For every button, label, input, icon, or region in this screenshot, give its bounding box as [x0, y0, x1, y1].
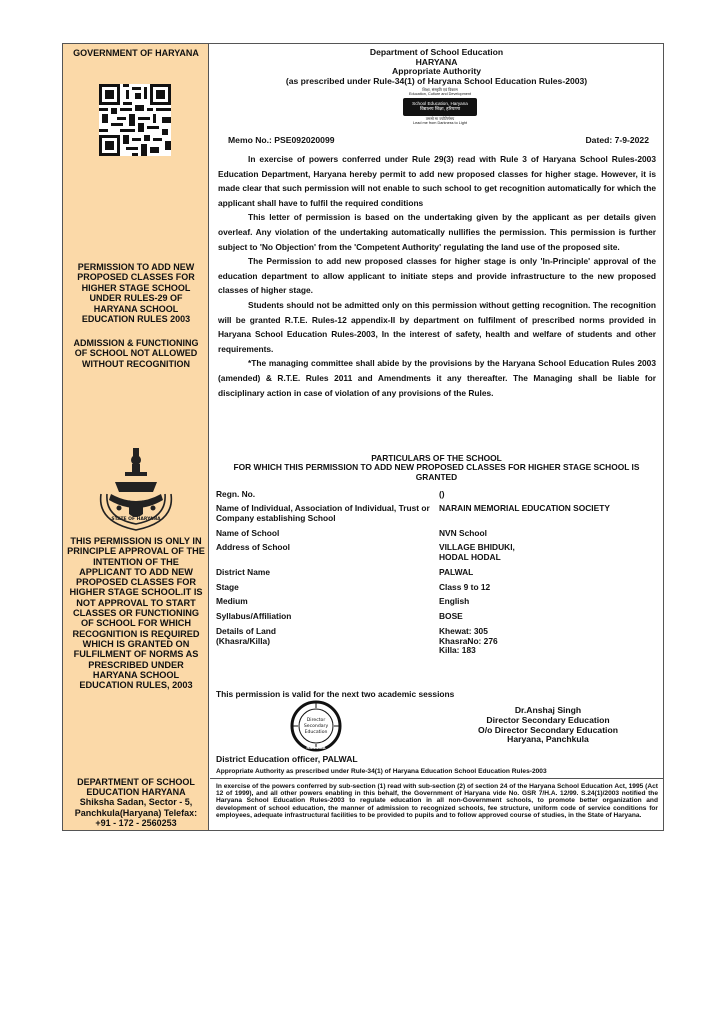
logo-bottom-hindi: तमसो मा ज्योतिर्गमय	[425, 116, 455, 121]
paragraph: In exercise of powers conferred under Rule 29(3) read with Rule 3 of Haryana School Rules-2003 Education Department, Haryana hereby permit to add new proposed classes for higher stage. However, it is made clear that such permission will not enable to such school to get recognition automatically for which the applicant shall have to fulfil the required conditions	[218, 154, 656, 208]
validity-note: This permission is valid for the next two academic sessions	[216, 689, 455, 699]
row-label: Syllabus/Affiliation	[216, 611, 292, 621]
logo-top-hindi: शिक्षा, संस्कृति एवं विकास	[422, 88, 458, 92]
sidebar-government: GOVERNMENT OF HARYANA	[73, 48, 199, 58]
authority-note: Appropriate Authority as prescribed under Rule-34(1) of Haryana Education School Education Rules-2003	[216, 768, 547, 775]
signatory-name: Dr.Anshaj Singh	[514, 705, 582, 715]
paragraph: The Permission to add new proposed classes for higher stage is only 'In-Principle' approval of the education department to allow applicant to initiate steps and provide infrastructure to the new proposed classes of higher stage.	[218, 256, 656, 296]
sidebar-permission-title: PERMISSION TO ADD NEW PROPOSED CLASSES FOR HIGHER STAGE SCHOOL UNDER RULES-29 OF HARYANA SCHOOL EDUCATION RULES 2003	[77, 262, 195, 325]
stamp-line1: Director	[306, 718, 326, 723]
sidebar-department	[67, 777, 205, 828]
sidebar-principle-note: THIS PERMISSION IS ONLY IN PRINCIPLE APPROVAL OF THE INTENTION OF THE APPLICANT TO ADD NEW PROPOSED CLASSES FOR HIGHER STAGE SCHOOL.IT IS NOT APPROVAL TO START CLASSES OR FUNCTIONING OF SCHOOL FOR WHICH RECOGNITION IS REQUIRED WHICH IS GRANTED ON FULFILMENT OF NORMS AS PRESCRIBED UNDER HARYANA SCHOOL EDUCATION RULES, 2003	[67, 536, 205, 691]
certificate-sheet	[62, 43, 664, 831]
department-logo	[380, 88, 500, 126]
main-content	[210, 44, 663, 830]
seal-text: STATE OF HARYANA	[111, 517, 161, 522]
row-label: Details of Land (Khasra/Killa)	[216, 626, 277, 646]
body-paragraphs	[218, 152, 656, 400]
paragraph: *The managing committee shall abide by the provisions by the Haryana School Education Rules 2003 (amended) & R.T.E. Rules 2011 and Amendments it any thereafter. The Managing shall be liable for disciplinary action in case of violation of any provisions of the Rules.	[218, 358, 656, 398]
memo-date: Dated: 7-9-2022	[585, 135, 649, 145]
logo-bottom-english: Lead me from Darkness to Light	[412, 121, 468, 126]
row-value: NVN School	[439, 528, 487, 538]
paragraph: This letter of permission is based on the undertaking given by the applicant as per details given overleaf. Any violation of the undertaking automatically nullifies the permission. This permission is further subject to 'No Objection' from the 'Competent Authority' regulating the land use of the proposed site.	[218, 212, 656, 252]
row-value: ()	[439, 489, 445, 499]
row-label: Medium	[216, 596, 248, 606]
district-officer: District Education officer, PALWAL	[216, 754, 358, 764]
row-value: English	[439, 596, 470, 606]
row-label: Address of School	[216, 542, 290, 552]
sidebar-dept-line1: DEPARTMENT OF SCHOOL EDUCATION HARYANA	[77, 777, 195, 798]
footer-legal-text: In exercise of the powers conferred by sub-section (1) read with sub-section (2) of section 24 of the Haryana School Education Act, 1995 (Act 12 of 1999), and all other powers enabling in this behalf, the Government of Haryana vide No. GSR 7/H.A. 12/99. S.24(1)/2003 notified the Haryana School Education Rules-2003 to regulate education in all non-Government schools, to promote better organization and development of school education, the manner of admission to recognized schools, fee structure, uniform code of service conditions for employees, adequate infrastructural facilities to be provided to pupils and to follow approved course of studies, in the State of Haryana.	[216, 783, 658, 819]
particulars-heading-line1: PARTICULARS OF THE SCHOOL	[371, 453, 502, 463]
row-value: Class 9 to 12	[439, 582, 491, 592]
row-value: BOSE	[439, 611, 463, 621]
qr-code-icon	[99, 84, 171, 156]
sidebar-admission-note: ADMISSION & FUNCTIONING OF SCHOOL NOT ALLOWED WITHOUT RECOGNITION	[73, 338, 199, 369]
logo-badge	[403, 98, 477, 116]
signatory-office: O/o Director Secondary Education	[478, 724, 618, 735]
stamp-line3: Education	[304, 730, 328, 735]
haryana-state-seal	[93, 442, 179, 534]
row-label: District Name	[216, 567, 270, 577]
memo-number: Memo No.: PSE092020099	[228, 135, 335, 145]
logo-mid-english: School Education, Haryana	[412, 100, 468, 106]
footer-divider	[210, 778, 663, 779]
row-value: PALWAL	[439, 567, 474, 577]
header-line1: Department of School Education	[369, 47, 504, 57]
logo-mid-hindi: विद्यालय शिक्षा, हरियाणा	[419, 106, 461, 112]
stamp-ring: HARYANA	[306, 746, 326, 750]
row-value: Khewat: 305 KhasraNo: 276 Killa: 183	[439, 626, 498, 656]
row-value: VILLAGE BHIDUKI, HODAL HODAL	[439, 542, 515, 562]
particulars-heading-line2: FOR WHICH THIS PERMISSION TO ADD NEW PROPOSED CLASSES FOR HIGHER STAGE SCHOOL IS GRANTED	[233, 462, 640, 482]
header	[210, 48, 663, 86]
sidebar-dept-line2: Shiksha Sadan, Sector - 5, Panchkula(Haryana) Telefax: +91 - 172 - 2560253	[74, 797, 198, 828]
header-line2: HARYANA	[415, 56, 458, 67]
sidebar	[63, 44, 209, 830]
signatory-title: Director Secondary Education	[486, 714, 610, 725]
signatory-place: Haryana, Panchkula	[507, 734, 589, 745]
row-label: Name of Individual, Association of Individual, Trust or Company establishing School	[216, 503, 430, 523]
row-label: Name of School	[216, 528, 280, 538]
stamp-line2: Secondary	[303, 724, 329, 729]
header-line3: Appropriate Authority	[392, 66, 481, 77]
logo-top-english: Education, Culture and Development	[408, 92, 472, 97]
signatory	[448, 706, 648, 745]
paragraph: Students should not be admitted only on this permission without getting recognition. The recognition will be granted R.T.E. Rules-12 appendix-II by department on fulfilment of prescribed norms provided in Haryana School Education Rules-2003, In the interest of safety, health and welfare of students and other requirements.	[218, 299, 656, 354]
row-value: NARAIN MEMORIAL EDUCATION SOCIETY	[439, 503, 610, 513]
particulars-heading	[230, 454, 643, 482]
director-stamp	[290, 700, 342, 752]
header-line4: (as prescribed under Rule-34(1) of Haryana School Education Rules-2003)	[285, 75, 588, 86]
row-label: Stage	[216, 582, 239, 592]
row-label: Regn. No.	[216, 489, 256, 499]
